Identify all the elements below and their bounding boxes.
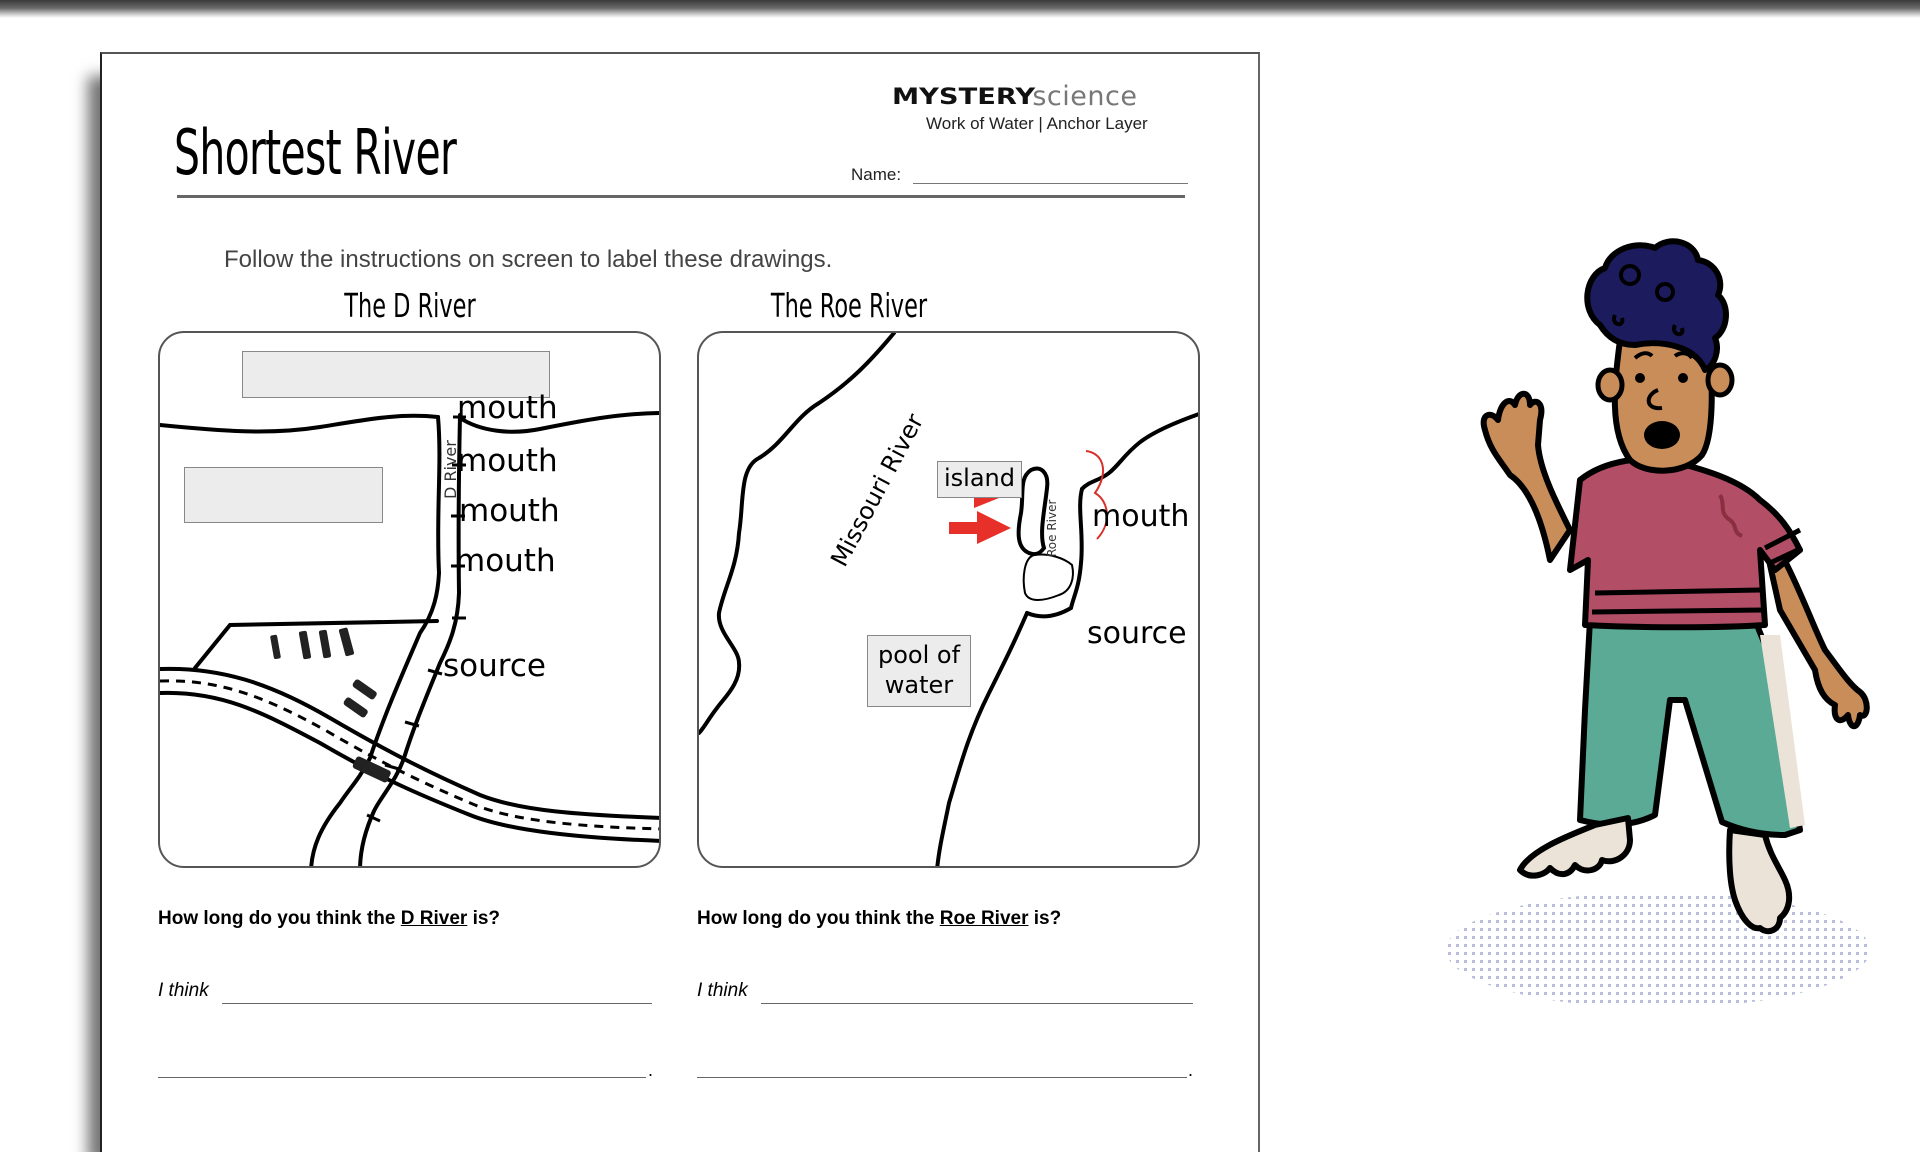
island-label-box[interactable]	[937, 461, 1022, 498]
question-roe-river	[697, 908, 1061, 930]
answer-line-d-river-2[interactable]	[158, 1076, 646, 1078]
pool-of-water-label-line-1: pool of	[877, 641, 961, 669]
blank-label-box-2[interactable]	[184, 467, 383, 523]
brand-logo-light: science	[1032, 81, 1138, 112]
window-top-shadow	[0, 0, 1920, 18]
header-divider	[177, 195, 1185, 198]
answer-line-roe-river-1[interactable]	[761, 1002, 1193, 1004]
d-river-label-mouth-3[interactable]: mouth	[459, 493, 560, 529]
d-river-label-mouth-4[interactable]: mouth	[455, 543, 556, 579]
unit-subtitle: Work of Water | Anchor Layer	[926, 114, 1148, 133]
instructions: Follow the instructions on screen to label these drawings.	[224, 246, 833, 273]
worksheet-page	[100, 52, 1260, 1152]
pool-of-water-label-line-2: water	[884, 671, 954, 699]
brand-logo-bold: MYSTERY	[892, 84, 1036, 110]
roe-river-label-mouth[interactable]: mouth	[1092, 499, 1190, 534]
question-roe-river-name: Roe River	[939, 908, 1029, 929]
brand-logo	[892, 81, 1137, 112]
d-river-label-mouth-2[interactable]: mouth	[457, 443, 558, 479]
pool-of-water-label-box[interactable]	[867, 635, 971, 707]
question-roe-river-prefix: How long do you think the	[697, 908, 940, 929]
island-label: island	[944, 464, 1015, 492]
cartoon-kid-illustration	[1430, 230, 1890, 1020]
question-d-river-suffix: is?	[467, 908, 501, 929]
answer-prompt-d-river: I think	[158, 980, 209, 1001]
name-field[interactable]	[913, 182, 1188, 184]
roe-river-label-source[interactable]: source	[1087, 616, 1187, 651]
page-title: Shortest River	[174, 116, 457, 189]
answer-prompt-roe-river: I think	[697, 980, 748, 1001]
cartoon-character	[1430, 230, 1890, 1025]
map-title-d-river: The D River	[344, 286, 476, 325]
question-d-river	[158, 908, 500, 930]
floor-shadow-dots	[1446, 892, 1870, 1008]
answer-line-roe-river-2[interactable]	[697, 1076, 1187, 1078]
roe-river-label: Roe River	[1045, 499, 1059, 557]
roe-river-map-drawing	[699, 333, 1200, 868]
d-river-map-drawing	[160, 333, 661, 868]
d-river-map	[158, 331, 661, 868]
answer-period-roe-river: .	[1188, 1060, 1194, 1080]
name-label: Name:	[851, 165, 902, 184]
question-d-river-prefix: How long do you think the	[158, 908, 401, 929]
question-d-river-name: D River	[400, 908, 468, 929]
missouri-river-label: Missouri River	[825, 409, 930, 572]
d-river-label-source[interactable]: source	[443, 648, 546, 684]
question-roe-river-suffix: is?	[1028, 908, 1062, 929]
answer-line-d-river-1[interactable]	[222, 1002, 652, 1004]
d-river-label-mouth-1[interactable]: mouth	[457, 390, 558, 426]
map-title-roe-river: The Roe River	[770, 286, 928, 325]
d-river-label: D River	[441, 440, 460, 499]
answer-period-d-river: .	[648, 1060, 654, 1080]
roe-river-map	[697, 331, 1200, 868]
